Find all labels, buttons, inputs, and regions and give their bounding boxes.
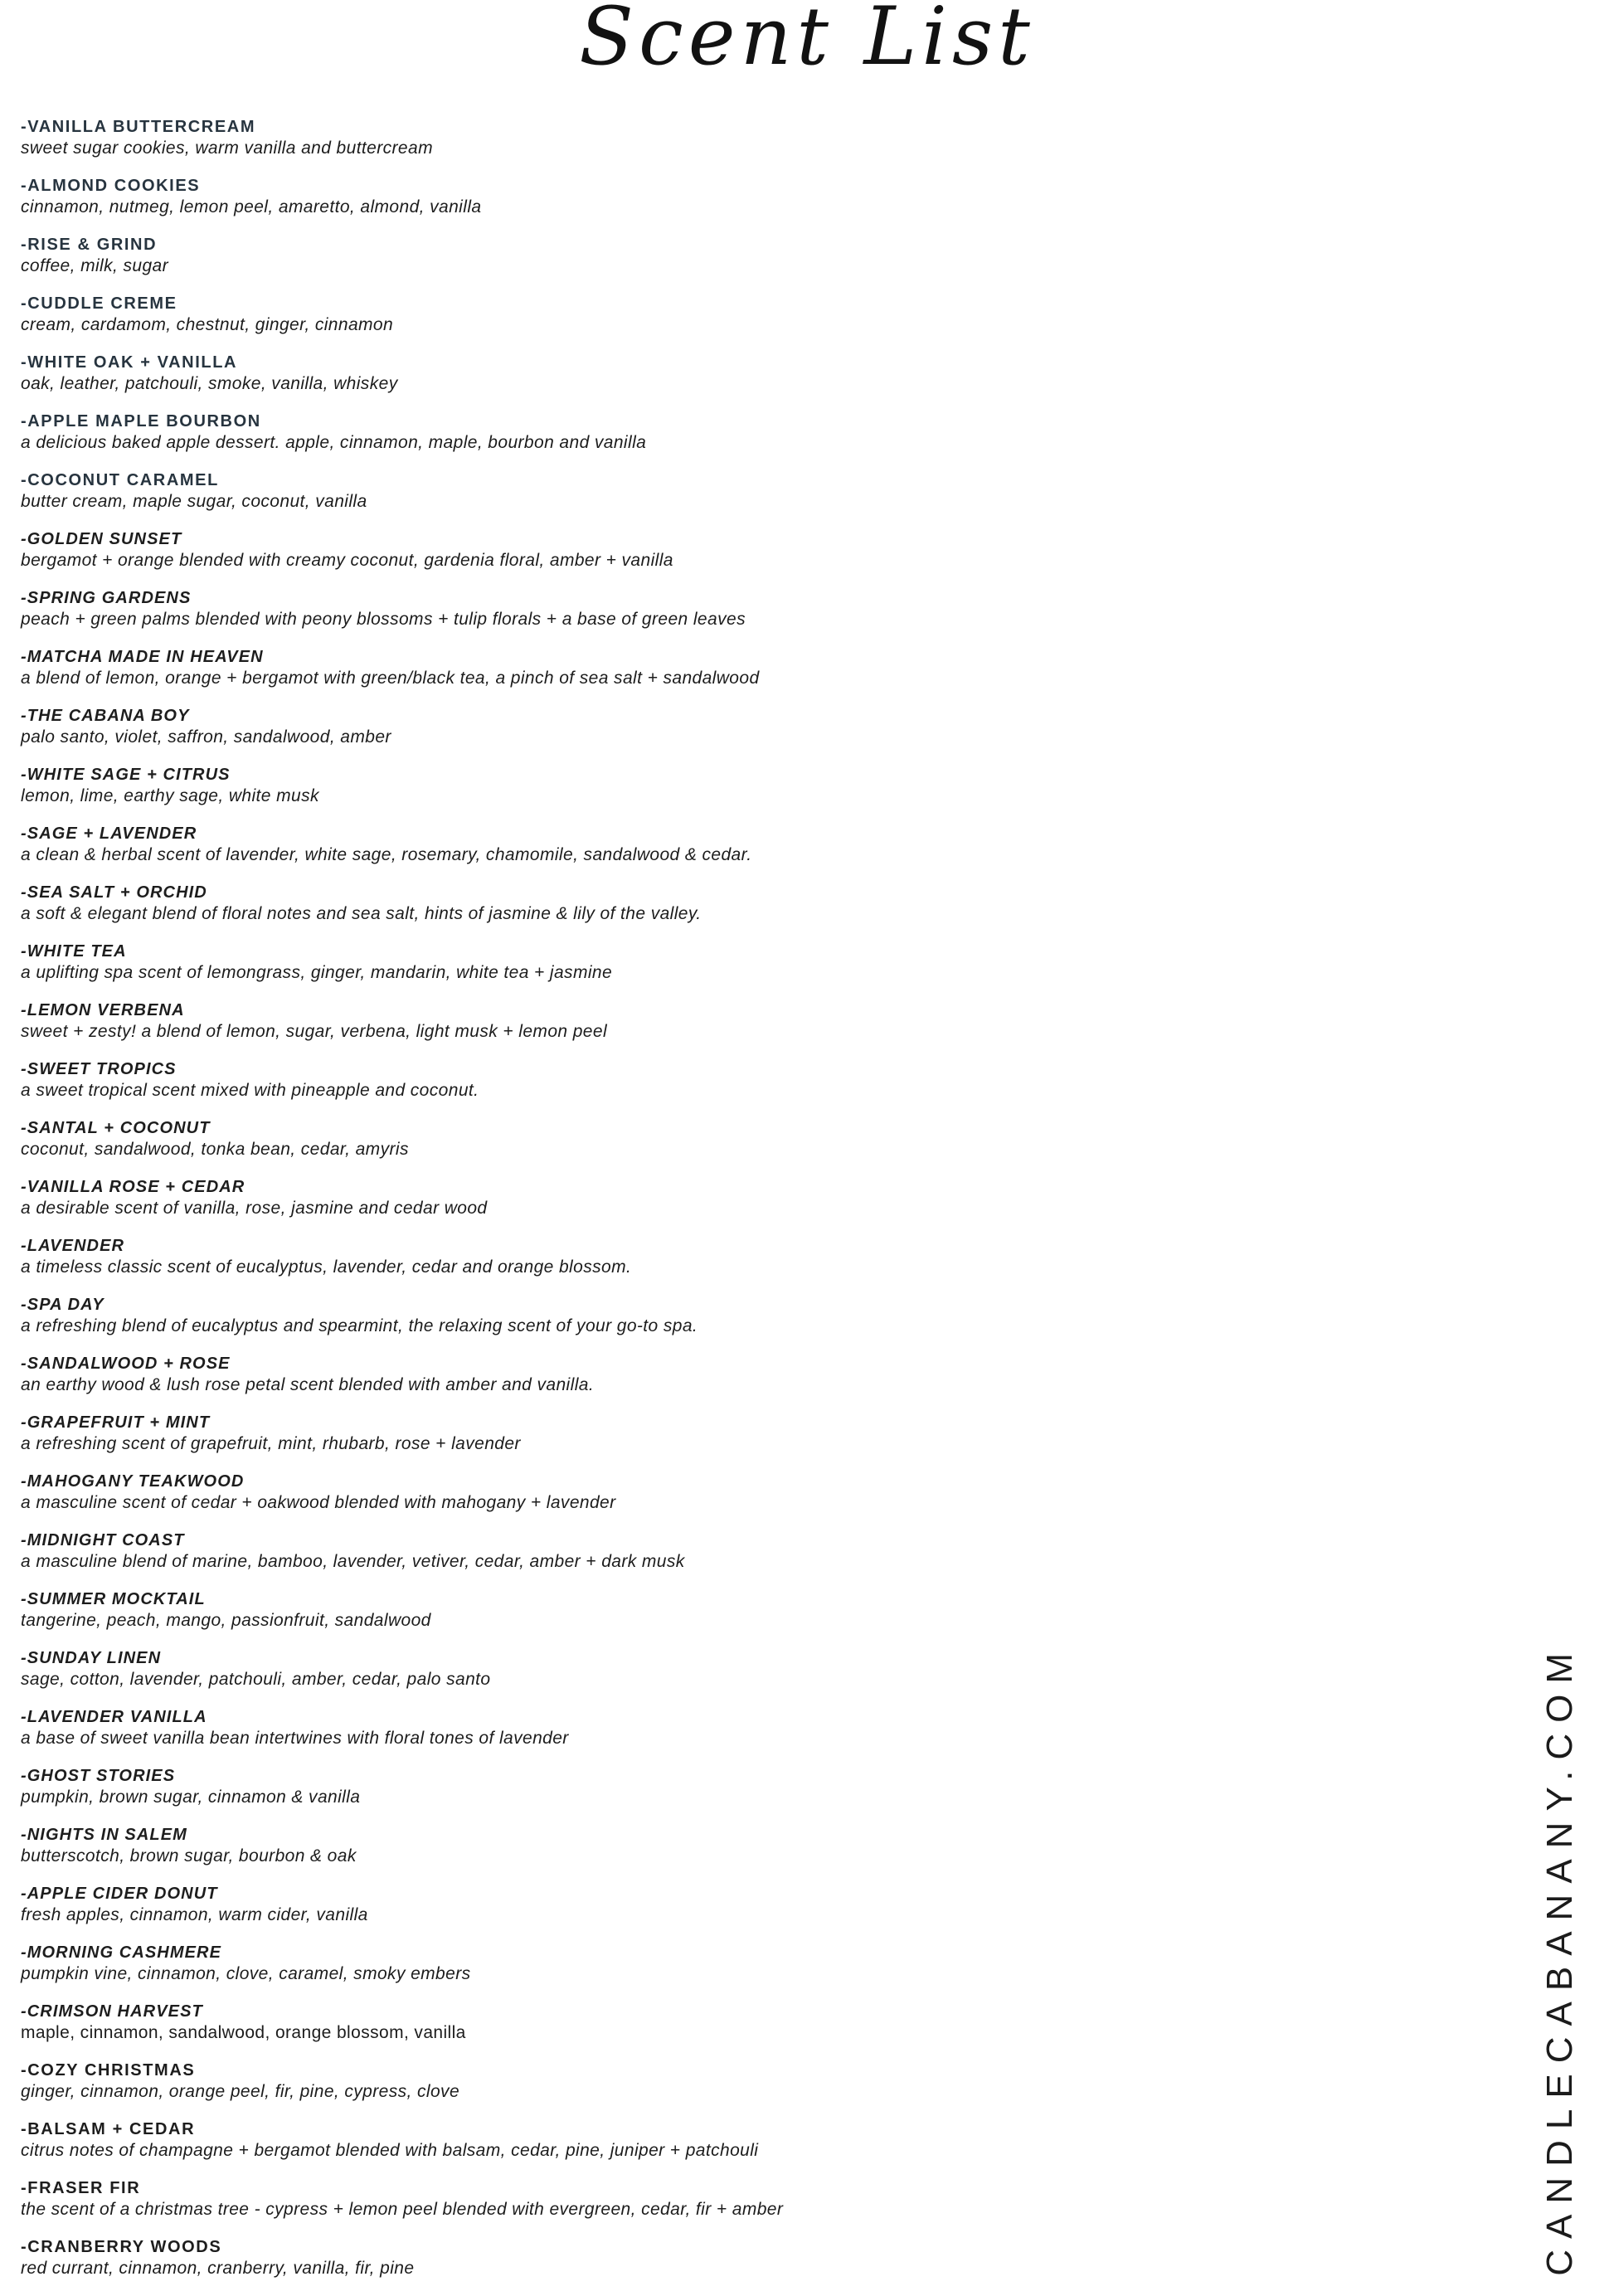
scent-name: -LAVENDER xyxy=(21,1237,125,1255)
scent-name: -SAGE + LAVENDER xyxy=(21,825,197,843)
scent-name: -VANILLA ROSE + CEDAR xyxy=(21,1178,246,1196)
scent-entry xyxy=(21,2119,1431,2161)
scent-description: a base of sweet vanilla bean intertwines with floral tones of lavender xyxy=(21,1729,569,1748)
scent-description: butter cream, maple sugar, coconut, vanilla xyxy=(21,492,367,511)
scent-name: -BALSAM + CEDAR xyxy=(21,2120,196,2138)
scent-entry xyxy=(21,1707,1431,1749)
scent-entry xyxy=(21,765,1431,806)
scent-name: -CUDDLE CREME xyxy=(21,294,177,313)
scent-description: coconut, sandalwood, tonka bean, cedar, amyris xyxy=(21,1140,409,1159)
scent-name: -VANILLA BUTTERCREAM xyxy=(21,118,256,136)
scent-name: -SPRING GARDENS xyxy=(21,589,192,607)
scent-entry xyxy=(21,353,1431,394)
scent-name: -RISE & GRIND xyxy=(21,236,158,254)
scent-entry xyxy=(21,294,1431,335)
scent-name: -GOLDEN SUNSET xyxy=(21,530,182,548)
scent-entry xyxy=(21,1589,1431,1631)
scent-entry xyxy=(21,1530,1431,1572)
scent-entry xyxy=(21,235,1431,276)
scent-description: coffee, milk, sugar xyxy=(21,256,168,275)
scent-entry xyxy=(21,2237,1431,2279)
scent-entry xyxy=(21,1118,1431,1160)
scent-description: oak, leather, patchouli, smoke, vanilla, whiskey xyxy=(21,374,398,393)
scent-entry xyxy=(21,1236,1431,1277)
scent-description: sweet + zesty! a blend of lemon, sugar, verbena, light musk + lemon peel xyxy=(21,1022,608,1041)
scent-name: -SUNDAY LINEN xyxy=(21,1649,162,1667)
scent-name: -SEA SALT + ORCHID xyxy=(21,883,207,902)
scent-name: -FRASER FIR xyxy=(21,2179,141,2197)
scent-entry xyxy=(21,176,1431,217)
scent-description: palo santo, violet, saffron, sandalwood, amber xyxy=(21,727,391,747)
scent-entry xyxy=(21,941,1431,983)
scent-entry xyxy=(21,883,1431,924)
scent-entry xyxy=(21,2002,1431,2043)
scent-description: the scent of a christmas tree - cypress + lemon peel blended with evergreen, cedar, fir + amber xyxy=(21,2200,784,2219)
scent-description: a masculine blend of marine, bamboo, lavender, vetiver, cedar, amber + dark musk xyxy=(21,1552,685,1571)
scent-description: cream, cardamom, chestnut, ginger, cinnamon xyxy=(21,315,394,334)
scent-description: ginger, cinnamon, orange peel, fir, pine, cypress, clove xyxy=(21,2082,460,2101)
scent-entry xyxy=(21,647,1431,688)
scent-description: citrus notes of champagne + bergamot blended with balsam, cedar, pine, juniper + patchouli xyxy=(21,2141,759,2160)
scent-entry xyxy=(21,2060,1431,2102)
scent-entry xyxy=(21,1766,1431,1807)
scent-description: an earthy wood & lush rose petal scent blended with amber and vanilla. xyxy=(21,1375,595,1394)
scent-list xyxy=(21,117,1431,2296)
scent-entry xyxy=(21,1295,1431,1336)
scent-description: a desirable scent of vanilla, rose, jasmine and cedar wood xyxy=(21,1199,488,1218)
scent-entry xyxy=(21,1648,1431,1690)
scent-description: sage, cotton, lavender, patchouli, amber, cedar, palo santo xyxy=(21,1670,491,1689)
scent-entry xyxy=(21,2178,1431,2220)
scent-entry xyxy=(21,529,1431,571)
scent-name: -LEMON VERBENA xyxy=(21,1001,185,1019)
scent-description: fresh apples, cinnamon, warm cider, vanilla xyxy=(21,1905,368,1924)
scent-description: a sweet tropical scent mixed with pineapple and coconut. xyxy=(21,1081,479,1100)
scent-description: tangerine, peach, mango, passionfruit, sandalwood xyxy=(21,1611,431,1630)
scent-entry xyxy=(21,1825,1431,1866)
scent-description: peach + green palms blended with peony blossoms + tulip florals + a base of green leaves xyxy=(21,610,746,629)
scent-entry xyxy=(21,1471,1431,1513)
scent-description: sweet sugar cookies, warm vanilla and buttercream xyxy=(21,139,433,158)
scent-name: -SPA DAY xyxy=(21,1296,105,1314)
scent-entry xyxy=(21,1354,1431,1395)
scent-name: -THE CABANA BOY xyxy=(21,707,190,725)
scent-entry xyxy=(21,824,1431,865)
scent-description: a delicious baked apple dessert. apple, cinnamon, maple, bourbon and vanilla xyxy=(21,433,647,452)
scent-entry xyxy=(21,588,1431,630)
scent-name: -SANTAL + COCONUT xyxy=(21,1119,211,1137)
scent-description: pumpkin vine, cinnamon, clove, caramel, smoky embers xyxy=(21,1964,471,1983)
scent-description: maple, cinnamon, sandalwood, orange blossom, vanilla xyxy=(21,2023,466,2042)
scent-name: -WHITE SAGE + CITRUS xyxy=(21,766,231,784)
scent-description: cinnamon, nutmeg, lemon peel, amaretto, almond, vanilla xyxy=(21,197,482,216)
scent-entry xyxy=(21,1884,1431,1925)
scent-name: -LAVENDER VANILLA xyxy=(21,1708,207,1726)
scent-name: -MORNING CASHMERE xyxy=(21,1943,222,1962)
scent-name: -COZY CHRISTMAS xyxy=(21,2061,196,2080)
scent-name: -ALMOND COOKIES xyxy=(21,177,201,195)
scent-name: -APPLE CIDER DONUT xyxy=(21,1885,218,1903)
scent-description: a blend of lemon, orange + bergamot with green/black tea, a pinch of sea salt + sandalwood xyxy=(21,669,760,688)
scent-description: a refreshing blend of eucalyptus and spearmint, the relaxing scent of your go-to spa. xyxy=(21,1316,698,1335)
scent-description: a uplifting spa scent of lemongrass, ginger, mandarin, white tea + jasmine xyxy=(21,963,613,982)
scent-name: -WHITE OAK + VANILLA xyxy=(21,353,238,372)
scent-description: butterscotch, brown sugar, bourbon & oak xyxy=(21,1846,357,1866)
scent-entry xyxy=(21,117,1431,158)
scent-name: -GHOST STORIES xyxy=(21,1767,176,1785)
scent-entry xyxy=(21,1413,1431,1454)
scent-description: red currant, cinnamon, cranberry, vanilla, fir, pine xyxy=(21,2259,415,2278)
scent-description: pumpkin, brown sugar, cinnamon & vanilla xyxy=(21,1788,361,1807)
scent-name: -APPLE MAPLE BOURBON xyxy=(21,412,261,430)
scent-entry xyxy=(21,706,1431,747)
scent-name: -MAHOGANY TEAKWOOD xyxy=(21,1472,245,1491)
scent-name: -WHITE TEA xyxy=(21,942,127,961)
scent-name: -COCONUT CARAMEL xyxy=(21,471,219,489)
scent-description: a soft & elegant blend of floral notes and sea salt, hints of jasmine & lily of the valley. xyxy=(21,904,702,923)
scent-description: bergamot + orange blended with creamy coconut, gardenia floral, amber + vanilla xyxy=(21,551,673,570)
scent-entry xyxy=(21,470,1431,512)
scent-name: -MIDNIGHT COAST xyxy=(21,1531,185,1549)
scent-entry xyxy=(21,1177,1431,1219)
scent-name: -NIGHTS IN SALEM xyxy=(21,1826,187,1844)
scent-name: -SUMMER MOCKTAIL xyxy=(21,1590,206,1608)
scent-entry xyxy=(21,1059,1431,1101)
page-title: Scent List xyxy=(579,0,1035,83)
scent-name: -CRANBERRY WOODS xyxy=(21,2238,222,2256)
scent-description: a masculine scent of cedar + oakwood blended with mahogany + lavender xyxy=(21,1493,616,1512)
scent-entry xyxy=(21,1943,1431,1984)
scent-name: -CRIMSON HARVEST xyxy=(21,2002,203,2021)
scent-name: -SANDALWOOD + ROSE xyxy=(21,1355,231,1373)
scent-description: a timeless classic scent of eucalyptus, lavender, cedar and orange blossom. xyxy=(21,1257,632,1277)
scent-entry xyxy=(21,1000,1431,1042)
scent-name: -SWEET TROPICS xyxy=(21,1060,177,1078)
scent-name: -GRAPEFRUIT + MINT xyxy=(21,1413,211,1432)
scent-entry xyxy=(21,411,1431,453)
scent-name: -MATCHA MADE IN HEAVEN xyxy=(21,648,264,666)
scent-description: a refreshing scent of grapefruit, mint, rhubarb, rose + lavender xyxy=(21,1434,521,1453)
scent-description: a clean & herbal scent of lavender, white sage, rosemary, chamomile, sandalwood & cedar. xyxy=(21,845,752,864)
scent-description: lemon, lime, earthy sage, white musk xyxy=(21,786,319,805)
website-url-vertical: CANDLECABANANY.COM xyxy=(1539,1642,1580,2276)
